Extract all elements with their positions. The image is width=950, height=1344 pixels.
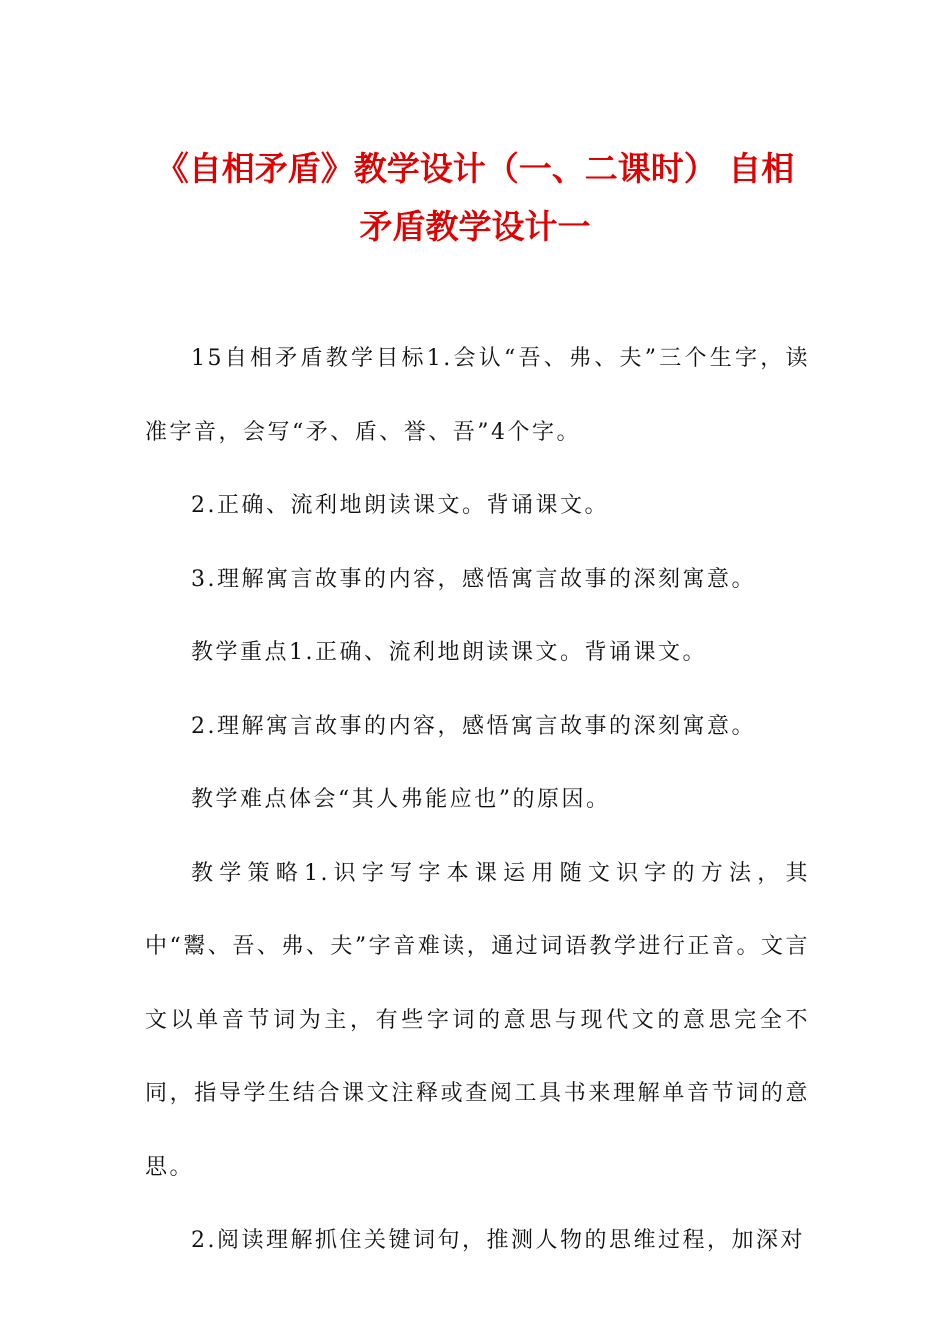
paragraph-objective-3: 3.理解寓言故事的内容，感悟寓言故事的深刻寓意。 <box>191 566 756 592</box>
document-title <box>130 140 820 256</box>
paragraph-key-points: 教学重点1.正确、流利地朗读课文。背诵课文。 <box>191 640 707 665</box>
title-line-2: 矛盾教学设计一 <box>359 207 591 246</box>
paragraph-key-point-2: 2.理解寓言故事的内容，感悟寓言故事的深刻寓意。 <box>191 713 756 739</box>
paragraph-difficulty: 教学难点体会“其人弗能应也”的原因。 <box>191 787 611 812</box>
paragraph-strategy: 教学策略1.识字写字本课运用随文识字的方法，其中“鬻、吾、弗、夫”字音难读，通过词语教学进行正音。文言文以单音节词为主，有些字词的意思与现代文的意思完全不同，指导学生结合课文注释或查阅工具书来理解单音节词的意思。 <box>145 860 810 1180</box>
paragraph-objectives: 15自相矛盾教学目标1.会认“吾、弗、夫”三个生字，读准字音，会写“矛、盾、誉、吾”4个字。 <box>145 346 810 445</box>
paragraph-objective-2: 2.正确、流利地朗读课文。背诵课文。 <box>191 493 609 518</box>
document-body <box>145 322 810 1278</box>
title-line-1: 《自相矛盾》教学设计（一、二课时） 自相 <box>155 149 795 188</box>
paragraph-strategy-2: 2.阅读理解抓住关键词句，推测人物的思维过程，加深对 <box>191 1228 805 1253</box>
